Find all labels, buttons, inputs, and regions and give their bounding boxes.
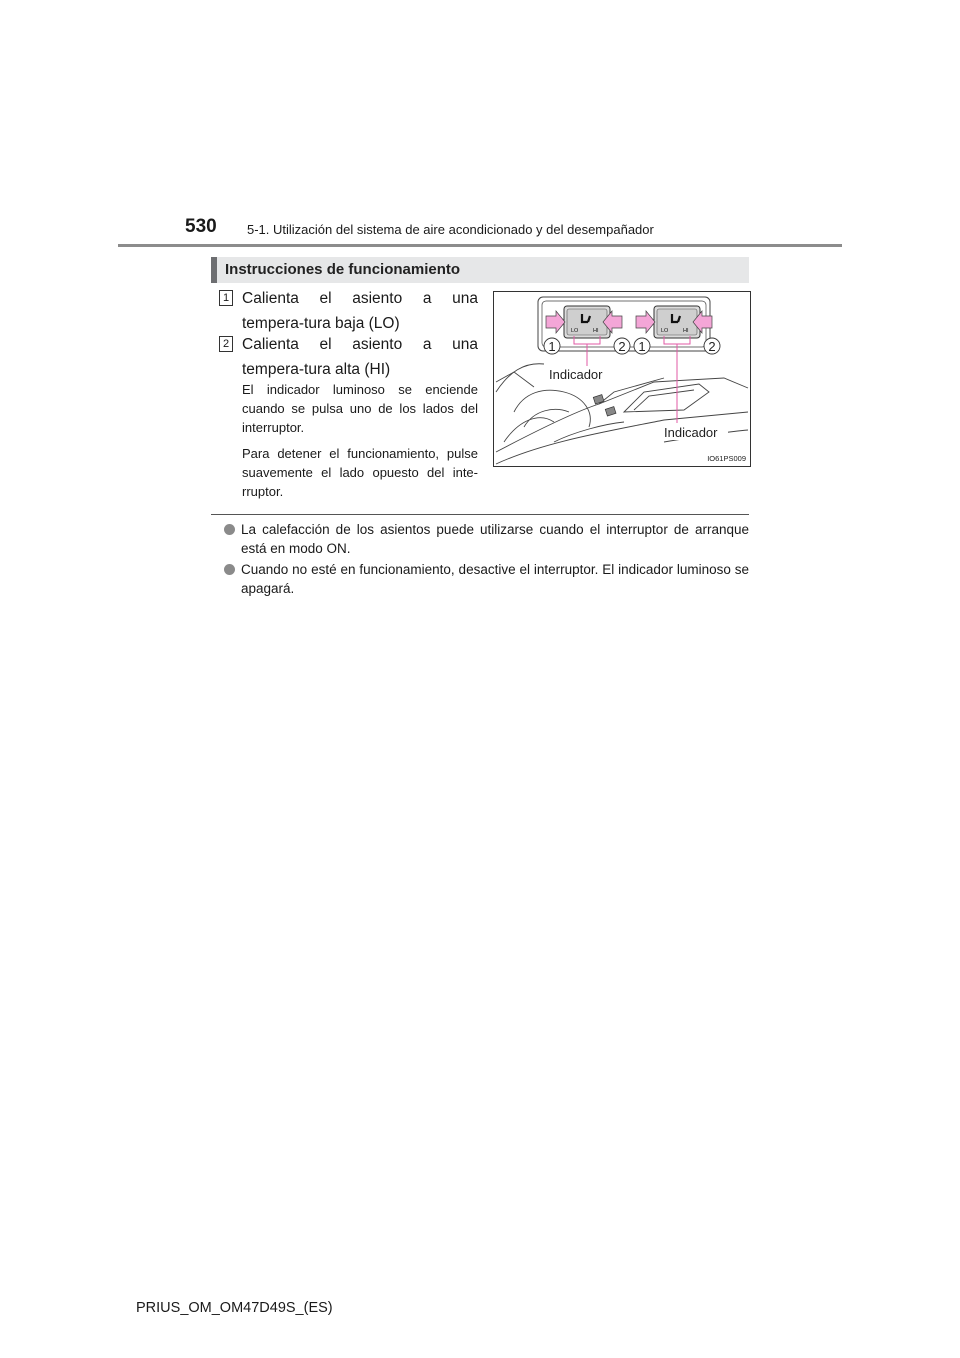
item-text-2: Calienta el asiento a una tempera-tura alta (HI): [242, 336, 478, 378]
note-indicator: El indicador luminoso se enciende cuando se pulsa uno de los lados del interruptor.: [242, 382, 478, 435]
switch-lo-label-2: LO: [661, 328, 669, 334]
switch-hi-label: HI: [593, 328, 599, 334]
callout-4: 2: [708, 339, 716, 354]
indicator-label-1: Indicador: [549, 367, 603, 382]
section-title: 5-1. Utilización del sistema de aire acondicionado y del desempañador: [247, 222, 654, 237]
instructions-heading: [211, 257, 749, 283]
callout-1: 1: [548, 339, 556, 354]
bullet-dot-icon: [224, 564, 235, 575]
callout-2: 2: [618, 339, 626, 354]
item-text-1: Calienta el asiento a una tempera-tura baja (LO): [242, 290, 478, 332]
bullet-text: La calefacción de los asientos puede utilizarse cuando el interruptor de arranque está en modo ON.: [241, 522, 749, 556]
header-rule: [118, 244, 842, 247]
indicator-label-2: Indicador: [664, 425, 718, 440]
switch-lo-label: LO: [571, 328, 579, 334]
bullet-item: [224, 560, 749, 598]
image-code: IO61PS009: [707, 454, 746, 463]
seat-heater-illustration: [493, 291, 751, 467]
bullet-dot-icon: [224, 524, 235, 535]
instructions-title: Instrucciones de funcionamiento: [225, 261, 461, 278]
footer-code: PRIUS_OM_OM47D49S_(ES): [136, 1300, 333, 1316]
separator-rule: [211, 514, 749, 515]
note-stop: Para detener el funcionamiento, pulse suavemente el lado opuesto del inte-rruptor.: [242, 446, 478, 499]
heading-accent: [211, 257, 217, 283]
callout-3: 1: [638, 339, 646, 354]
switch-hi-label-2: HI: [683, 328, 689, 334]
item-number-2: 2: [219, 336, 233, 352]
bullet-item: [224, 520, 749, 558]
bullet-text: Cuando no esté en funcionamiento, desactive el interruptor. El indicador luminoso se apagará.: [241, 562, 749, 596]
item-number-1: 1: [219, 290, 233, 306]
page-number: 530: [185, 216, 217, 237]
